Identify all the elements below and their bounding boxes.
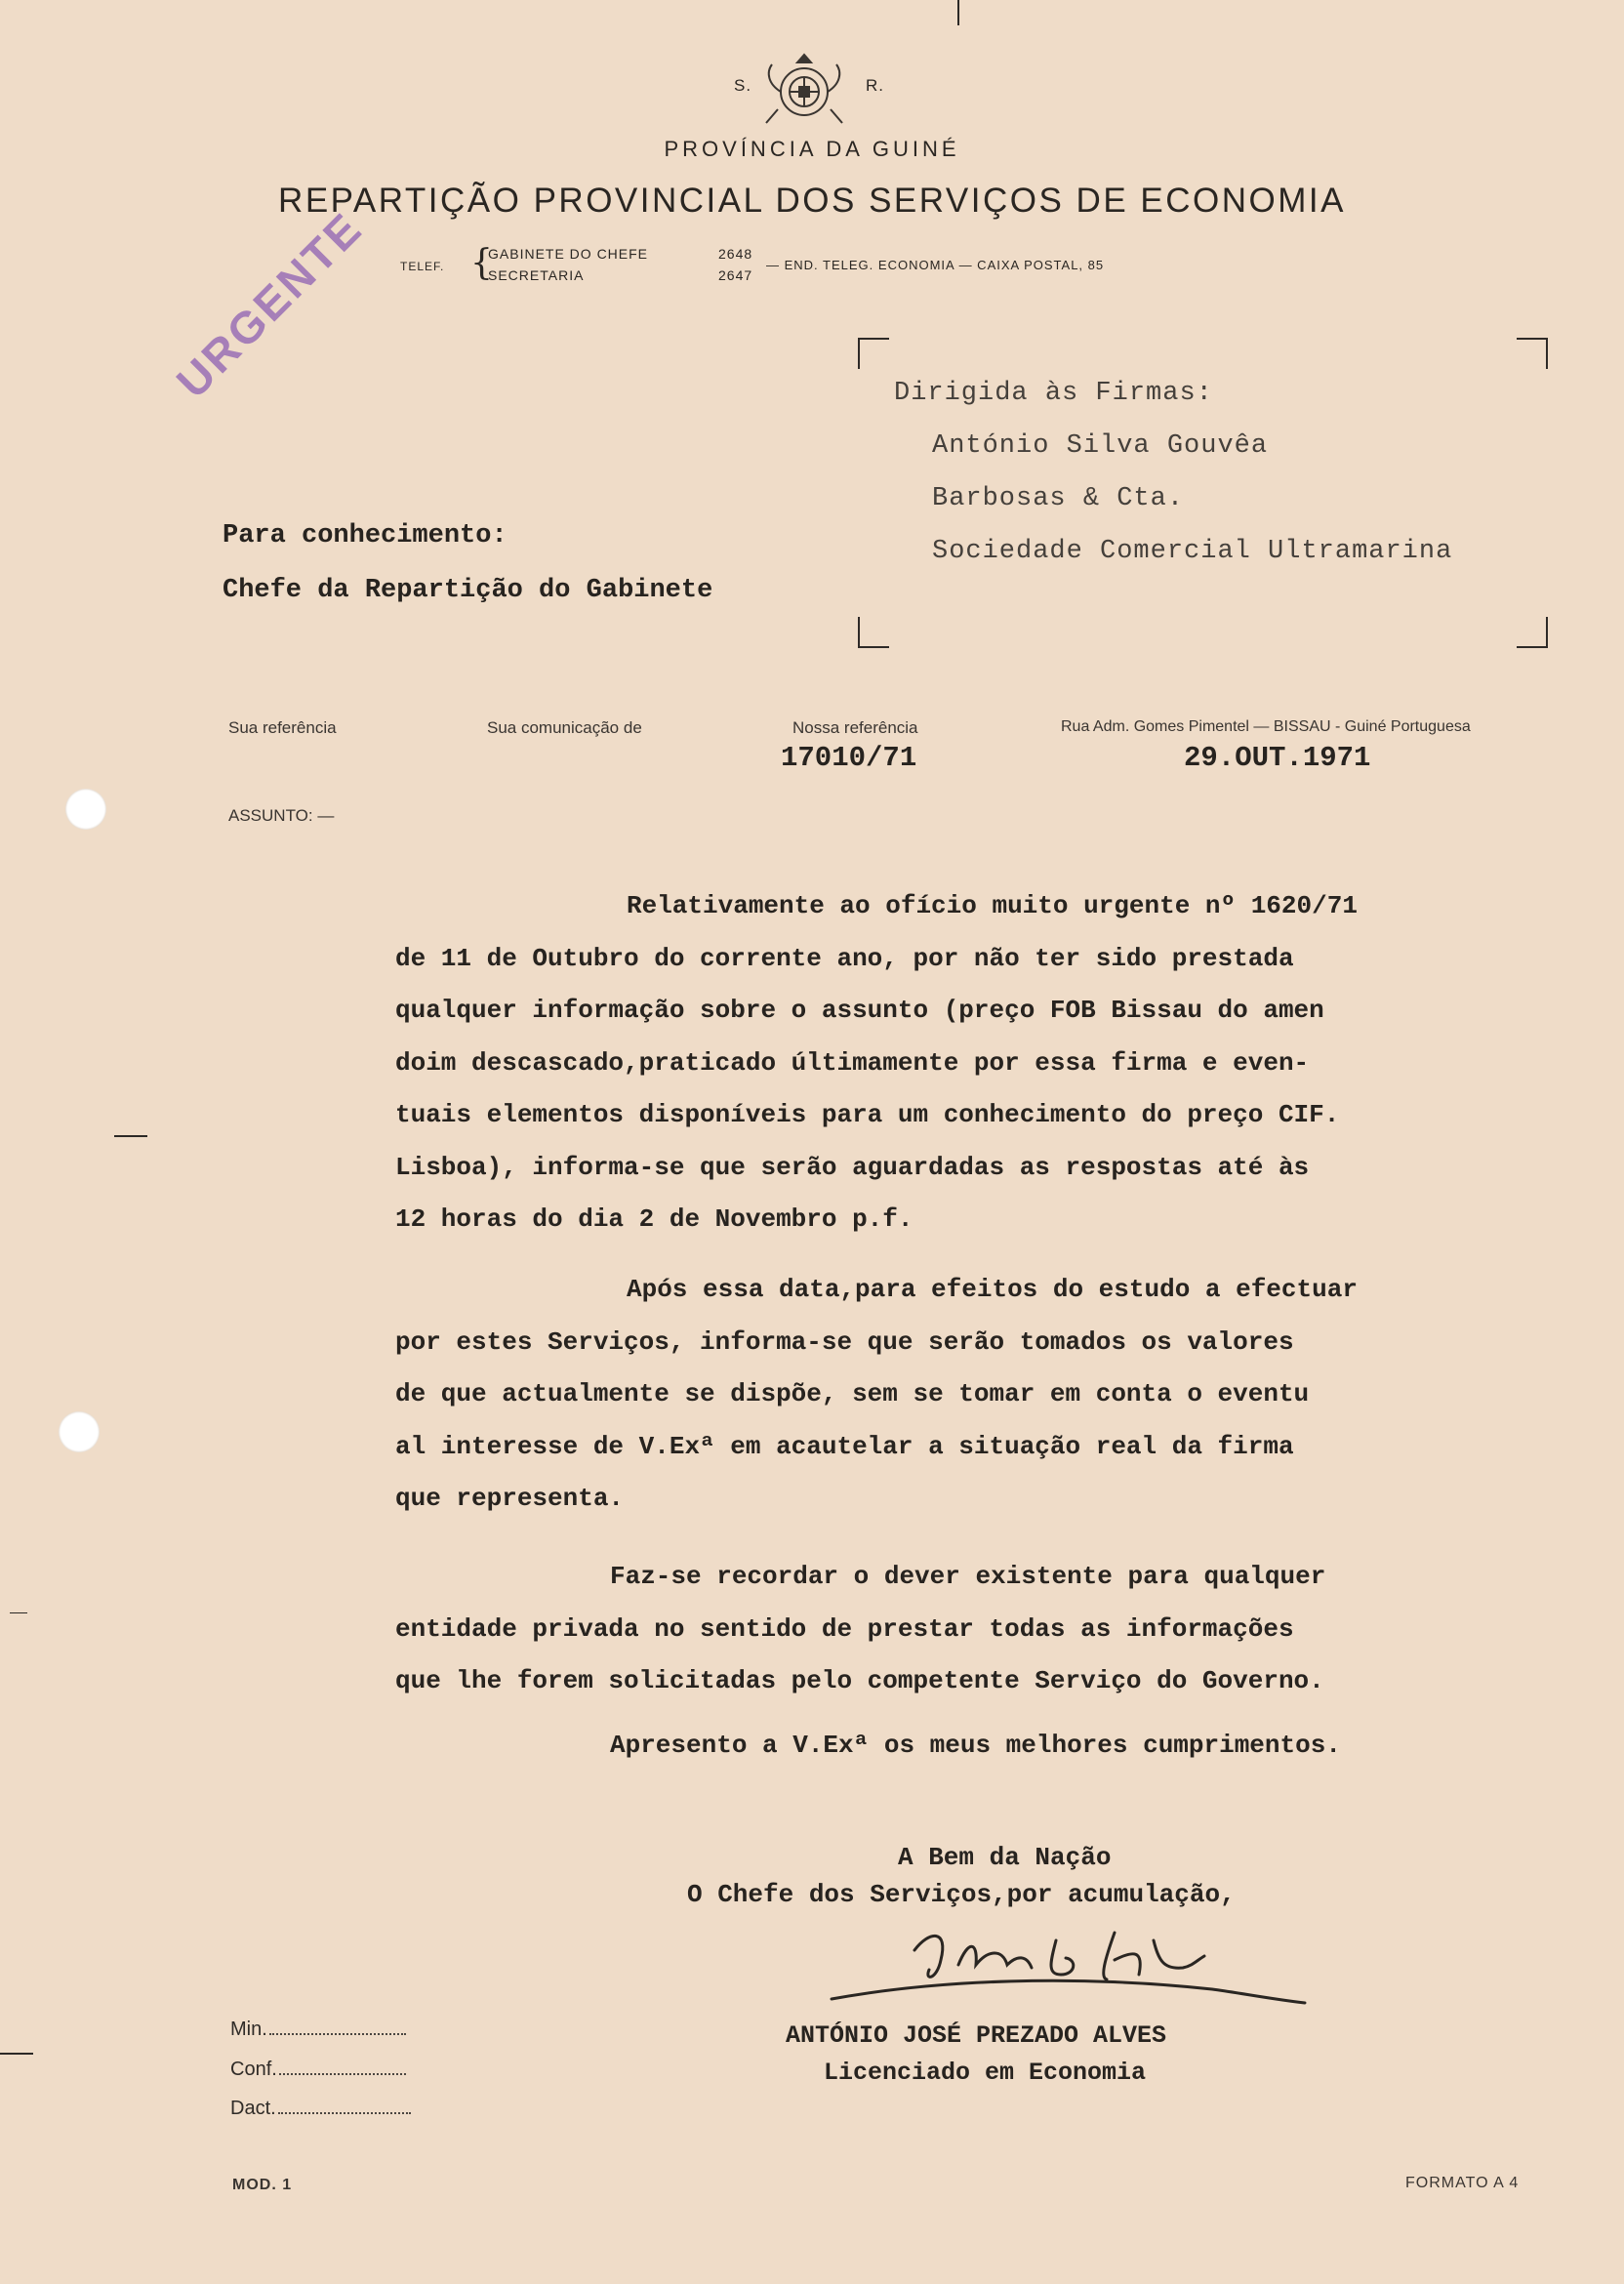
copy-to-label: Para conhecimento: (223, 521, 508, 551)
dact-field: Dact. (230, 2095, 411, 2120)
conf-field: Conf. (230, 2056, 406, 2081)
coat-of-arms-emblem (758, 51, 850, 127)
copy-to-value: Chefe da Repartição do Gabinete (223, 576, 713, 605)
contact-line: TELEF. { GABINETE DO CHEFE 2648 SECRETARIA 2647 — END. TELEG. ECONOMIA — CAIXA POSTAL, 85 (400, 243, 1105, 283)
province-name: PROVÍNCIA DA GUINÉ (664, 137, 960, 161)
recipient-firm: Sociedade Comercial Ultramarina (932, 537, 1453, 566)
paper-format: FORMATO A 4 (1405, 2175, 1520, 2191)
nossa-referencia-value: 17010/71 (781, 742, 917, 774)
punch-hole (59, 1411, 100, 1452)
office-title: REPARTIÇÃO PROVINCIAL DOS SERVIÇOS DE ECONOMIA (278, 182, 1346, 220)
address-box-corner (858, 338, 889, 369)
conf-dotted-line (279, 2056, 406, 2075)
assunto-label: ASSUNTO: — (228, 806, 335, 825)
closing-role: O Chefe dos Serviços,por acumulação, (687, 1880, 1236, 1909)
signatory-title: Licenciado em Economia (824, 2059, 1147, 2087)
fold-mark (0, 2053, 33, 2055)
urgente-stamp: URGENTE (166, 201, 373, 408)
address-label: Rua Adm. Gomes Pimentel — BISSAU - Guiné Portuguesa (1061, 718, 1471, 735)
body-paragraph-2: Após essa data,para efeitos do estudo a efectuar por estes Serviços, informa-se que serão tomados os valores de que actualmente se dispõe, sem se tomar em conta o eventu al interesse de V.Exª em acautelar a situação real da firma que representa. (395, 1275, 1358, 1513)
body-paragraph-4: Apresento a V.Exª os meus melhores cumprimentos. (610, 1731, 1341, 1760)
fold-mark (114, 1135, 147, 1137)
min-field: Min. (230, 2016, 406, 2041)
punch-hole (65, 789, 106, 830)
sua-referencia-label: Sua referência (228, 718, 337, 737)
recipient-firm: Barbosas & Cta. (932, 484, 1185, 513)
address-box-corner (1517, 338, 1548, 369)
date-value: 29.OUT.1971 (1184, 742, 1371, 774)
sua-comunicacao-label: Sua comunicação de (487, 718, 642, 737)
min-dotted-line (269, 2016, 406, 2035)
closing-salutation: A Bem da Nação (898, 1843, 1112, 1872)
body-paragraph-1: Relativamente ao ofício muito urgente nº 1620/71 de 11 de Outubro do corrente ano, por não ter sido prestada qualquer informação sobre o assunto (preço FOB Bissau do amen doim descascado,praticado últimamente por essa firma e even- tuais elementos disponíveis para um conhecimento do preço CIF. Lisboa), informa-se que serão aguardadas as respostas até às 12 horas do dia 2 de Novembro p.f. (395, 891, 1358, 1234)
dact-dotted-line (278, 2095, 411, 2114)
address-box-corner (1517, 617, 1548, 648)
address-box-corner (858, 617, 889, 648)
handwritten-signature (822, 1921, 1329, 2028)
top-edge-mark (957, 0, 959, 25)
brace: { (470, 243, 494, 283)
nossa-referencia-label: Nossa referência (792, 718, 918, 737)
fold-mark (10, 1612, 27, 1613)
body-paragraph-3: Faz-se recordar o dever existente para qualquer entidade privada no sentido de prestar todas as informações que lhe forem solicitadas pelo competente Serviço do Governo. (395, 1562, 1326, 1695)
model-number: MOD. 1 (232, 2177, 293, 2193)
recipients-heading: Dirigida às Firmas: (894, 379, 1213, 408)
recipient-firm: António Silva Gouvêa (932, 431, 1269, 461)
signatory-name: ANTÓNIO JOSÉ PREZADO ALVES (786, 2021, 1167, 2050)
